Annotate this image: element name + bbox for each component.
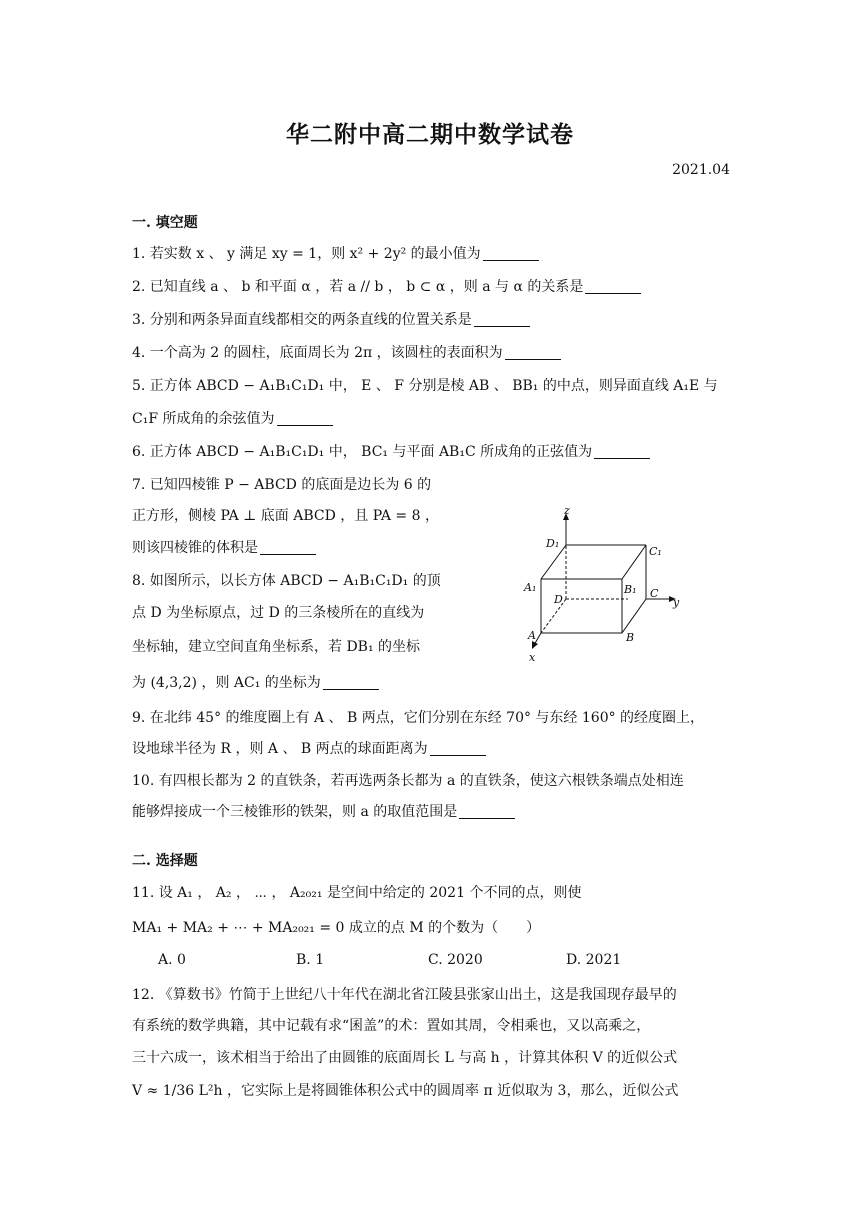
option-a: A. 0 [158, 952, 186, 968]
answer-blank [505, 345, 561, 360]
label-D: D [554, 593, 563, 606]
question-5-cont [132, 408, 333, 428]
question-1 [132, 243, 539, 263]
question-9 [132, 707, 704, 727]
answer-blank [459, 804, 515, 819]
label-D1: D₁ [546, 537, 560, 550]
question-8 [132, 570, 441, 590]
answer-blank [323, 675, 379, 690]
question-12-cont [132, 1015, 650, 1035]
question-8-cont [132, 672, 379, 692]
question-7-cont [132, 537, 316, 557]
question-text: 7. 已知四棱锥 P − ABCD 的底面是边长为 6 的 [132, 477, 432, 493]
question-4 [132, 342, 561, 362]
answer-blank [594, 444, 650, 459]
answer-blank [277, 411, 333, 426]
question-text: 1. 若实数 x 、 y 满足 xy = 1，则 x² + 2y² 的最小值为 [132, 246, 481, 262]
box-coordinate-figure [516, 505, 696, 665]
question-12-cont [132, 1080, 678, 1100]
question-11 [132, 882, 581, 902]
question-7-cont [132, 505, 439, 525]
edge [622, 545, 646, 579]
question-10-cont [132, 801, 515, 821]
question-text: 12. 《算数书》竹简于上世纪八十年代在湖北省江陵县张家山出土，这是我国现存最早的 [132, 987, 677, 1003]
question-10 [132, 770, 684, 790]
option-b: B. 1 [296, 952, 325, 968]
section-heading-choice: 二. 选择题 [132, 853, 198, 869]
question-text: 有系统的数学典籍，其中记载有求“囷盖”的术：置如其周，令相乘也，又以高乘之， [132, 1018, 651, 1034]
label-C: C [650, 587, 659, 600]
question-text: 10. 有四根长都为 2 的直铁条，若再选两条长都为 a 的直铁条，使这六根铁条端点处相连 [132, 773, 684, 789]
option-d: D. 2021 [566, 952, 622, 968]
question-8-cont [132, 602, 424, 622]
answer-blank [483, 246, 539, 261]
x-arrow-icon [532, 641, 538, 649]
question-text: 8. 如图所示，以长方体 ABCD − A₁B₁C₁D₁ 的顶 [132, 573, 441, 589]
page-title: 华二附中高二期中数学试卷 [286, 121, 574, 148]
question-12 [132, 984, 677, 1004]
answer-blank [260, 540, 316, 555]
option-c: C. 2020 [428, 952, 483, 968]
question-9-cont [132, 738, 486, 758]
edge [541, 545, 566, 579]
label-A1: A₁ [524, 581, 537, 594]
question-6 [132, 441, 650, 461]
question-text: 三十六成一，该术相当于给出了由圆锥的底面周长 L 与高 h ，计算其体积 V 的近似公式 [132, 1050, 678, 1066]
answer-blank [585, 279, 641, 294]
answer-blank [430, 741, 486, 756]
question-text: 设地球半径为 R ，则 A 、 B 两点的球面距离为 [132, 741, 428, 757]
question-12-cont [132, 1047, 677, 1067]
question-text: 4. 一个高为 2 的圆柱，底面周长为 2π ，该圆柱的表面积为 [132, 345, 503, 361]
question-text: 3. 分别和两条异面直线都相交的两条直线的位置关系是 [132, 312, 472, 328]
question-text: 正方形，侧棱 PA ⊥ 底面 ABCD ，且 PA = 8 ， [132, 508, 439, 524]
question-text: 2. 已知直线 a 、 b 和平面 α ，若 a // b ， b ⊂ α ，则 a 与 α 的关系是 [132, 279, 584, 295]
question-5 [132, 375, 718, 395]
label-y: y [673, 596, 680, 609]
label-z: z [564, 505, 570, 517]
answer-blank [474, 312, 530, 327]
question-text: 坐标轴，建立空间直角坐标系，若 DB₁ 的坐标 [132, 639, 421, 655]
question-3 [132, 309, 530, 329]
question-text: 能够焊接成一个三棱锥形的铁架，则 a 的取值范围是 [132, 804, 458, 820]
label-B: B [626, 631, 635, 644]
question-text: C₁F 所成角的余弦值为 [132, 411, 275, 427]
question-8-cont [132, 636, 420, 656]
question-text: 6. 正方体 ABCD − A₁B₁C₁D₁ 中， BC₁ 与平面 AB₁C 所成角的正弦值为 [132, 444, 593, 460]
question-text: V ≈ 1/36 L²h ，它实际上是将圆锥体积公式中的圆周率 π 近似取为 3，那么，近似公式 [132, 1083, 679, 1099]
question-text: 5. 正方体 ABCD − A₁B₁C₁D₁ 中， E 、 F 分别是棱 AB 、 BB₁ 的中点，则异面直线 A₁E 与 [132, 378, 718, 394]
question-text: 点 D 为坐标原点，过 D 的三条棱所在的直线为 [132, 605, 425, 621]
exam-date: 2021.04 [672, 162, 730, 178]
question-2 [132, 276, 641, 296]
label-B1: B₁ [624, 583, 637, 596]
question-text: 则该四棱锥的体积是 [132, 540, 258, 556]
question-text: MA₁ + MA₂ + ⋯ + MA₂₀₂₁ = 0 成立的点 M 的个数为（ ） [132, 920, 541, 936]
question-text: 为 (4,3,2) ，则 AC₁ 的坐标为 [132, 675, 321, 691]
label-C1: C₁ [649, 545, 662, 558]
question-11-cont [132, 917, 540, 937]
edge [622, 599, 646, 633]
label-A: A [528, 629, 536, 642]
question-7 [132, 474, 431, 494]
label-x: x [529, 651, 536, 664]
question-text: 9. 在北纬 45° 的维度圈上有 A 、 B 两点，它们分别在东经 70° 与东经 160° 的经度圈上， [132, 710, 705, 726]
section-heading-fill-in: 一. 填空题 [132, 215, 198, 231]
question-text: 11. 设 A₁ ， A₂ ， ⋯ ， A₂₀₂₁ 是空间中给定的 2021 个不同的点，则使 [132, 885, 582, 901]
